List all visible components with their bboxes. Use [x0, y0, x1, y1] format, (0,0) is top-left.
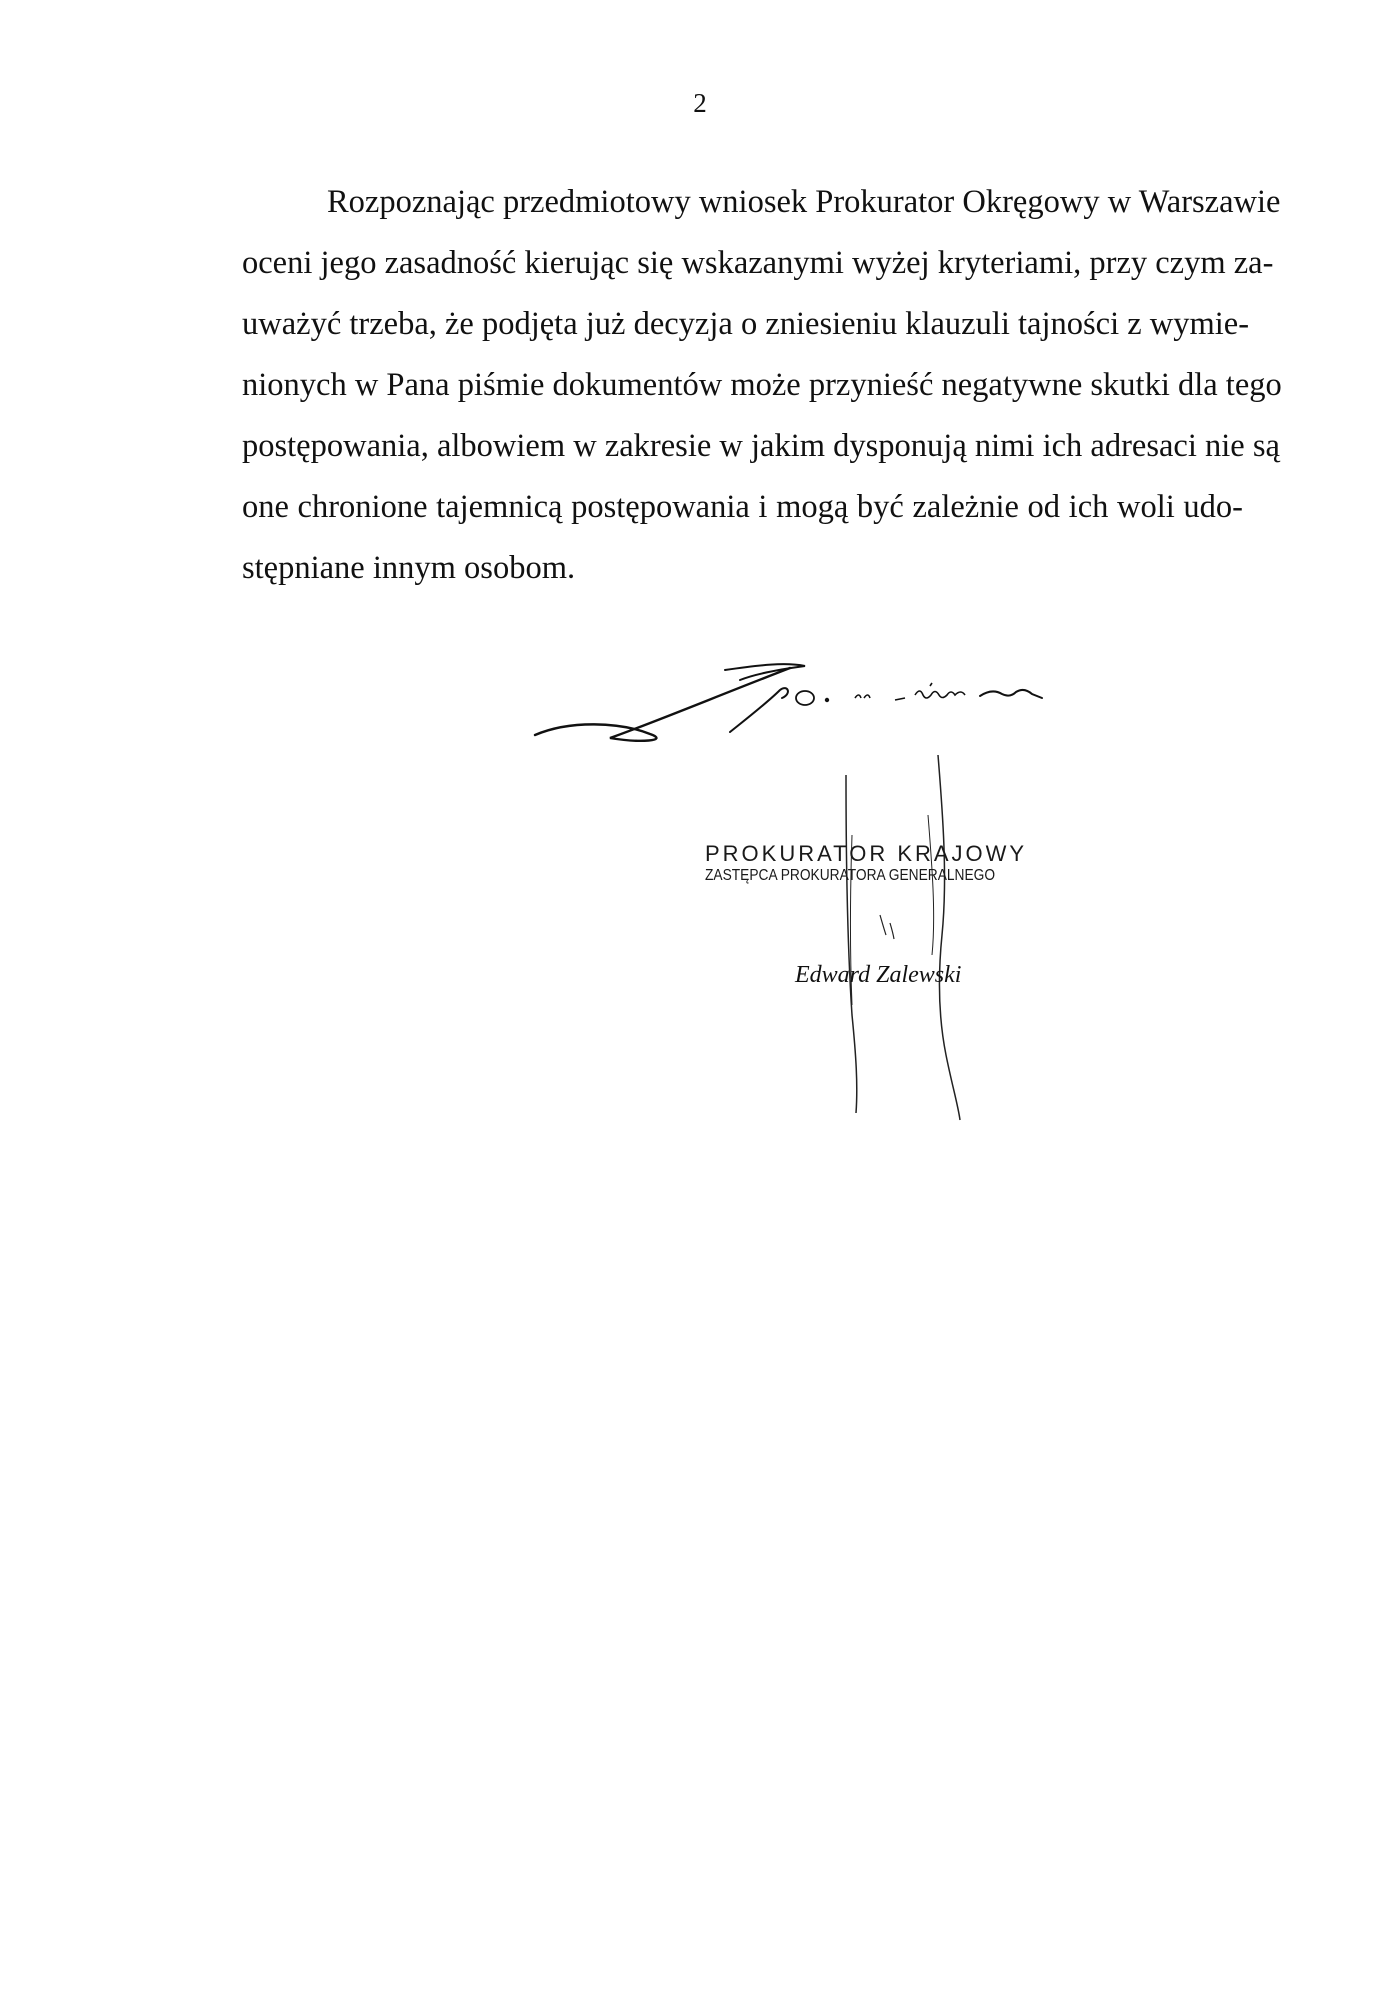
stamp-signatory-name: Edward Zalewski — [795, 962, 962, 988]
stamp-subtitle: ZASTĘPCA PROKURATORA GENERALNEGO — [705, 867, 996, 884]
body-line: postępowania, albowiem w zakresie w jakim dysponują nimi ich adresaci nie są — [242, 428, 1280, 464]
body-line: nionych w Pana piśmie dokumentów może przynieść negatywne skutki dla tego — [242, 367, 1282, 403]
body-line: Rozpoznając przedmiotowy wniosek Prokurator Okręgowy w Warszawie — [327, 184, 1281, 220]
body-line: oceni jego zasadność kierując się wskazanymi wyżej kryteriami, przy czym za- — [242, 245, 1274, 281]
page-number: 2 — [693, 88, 707, 118]
signature-icon — [530, 640, 1130, 750]
stamp-title: PROKURATOR KRAJOWY — [705, 841, 1028, 866]
body-paragraph — [157, 172, 1282, 599]
official-stamp — [705, 842, 1085, 886]
body-line: one chronione tajemnicą postępowania i mogą być zależnie od ich woli udo- — [242, 489, 1243, 525]
body-line: uważyć trzeba, że podjęta już decyzja o zniesieniu klauzuli tajności z wymie- — [242, 306, 1250, 342]
scan-artifact-lines-icon — [820, 755, 1020, 1125]
body-line: stępniane innym osobom. — [242, 550, 576, 586]
